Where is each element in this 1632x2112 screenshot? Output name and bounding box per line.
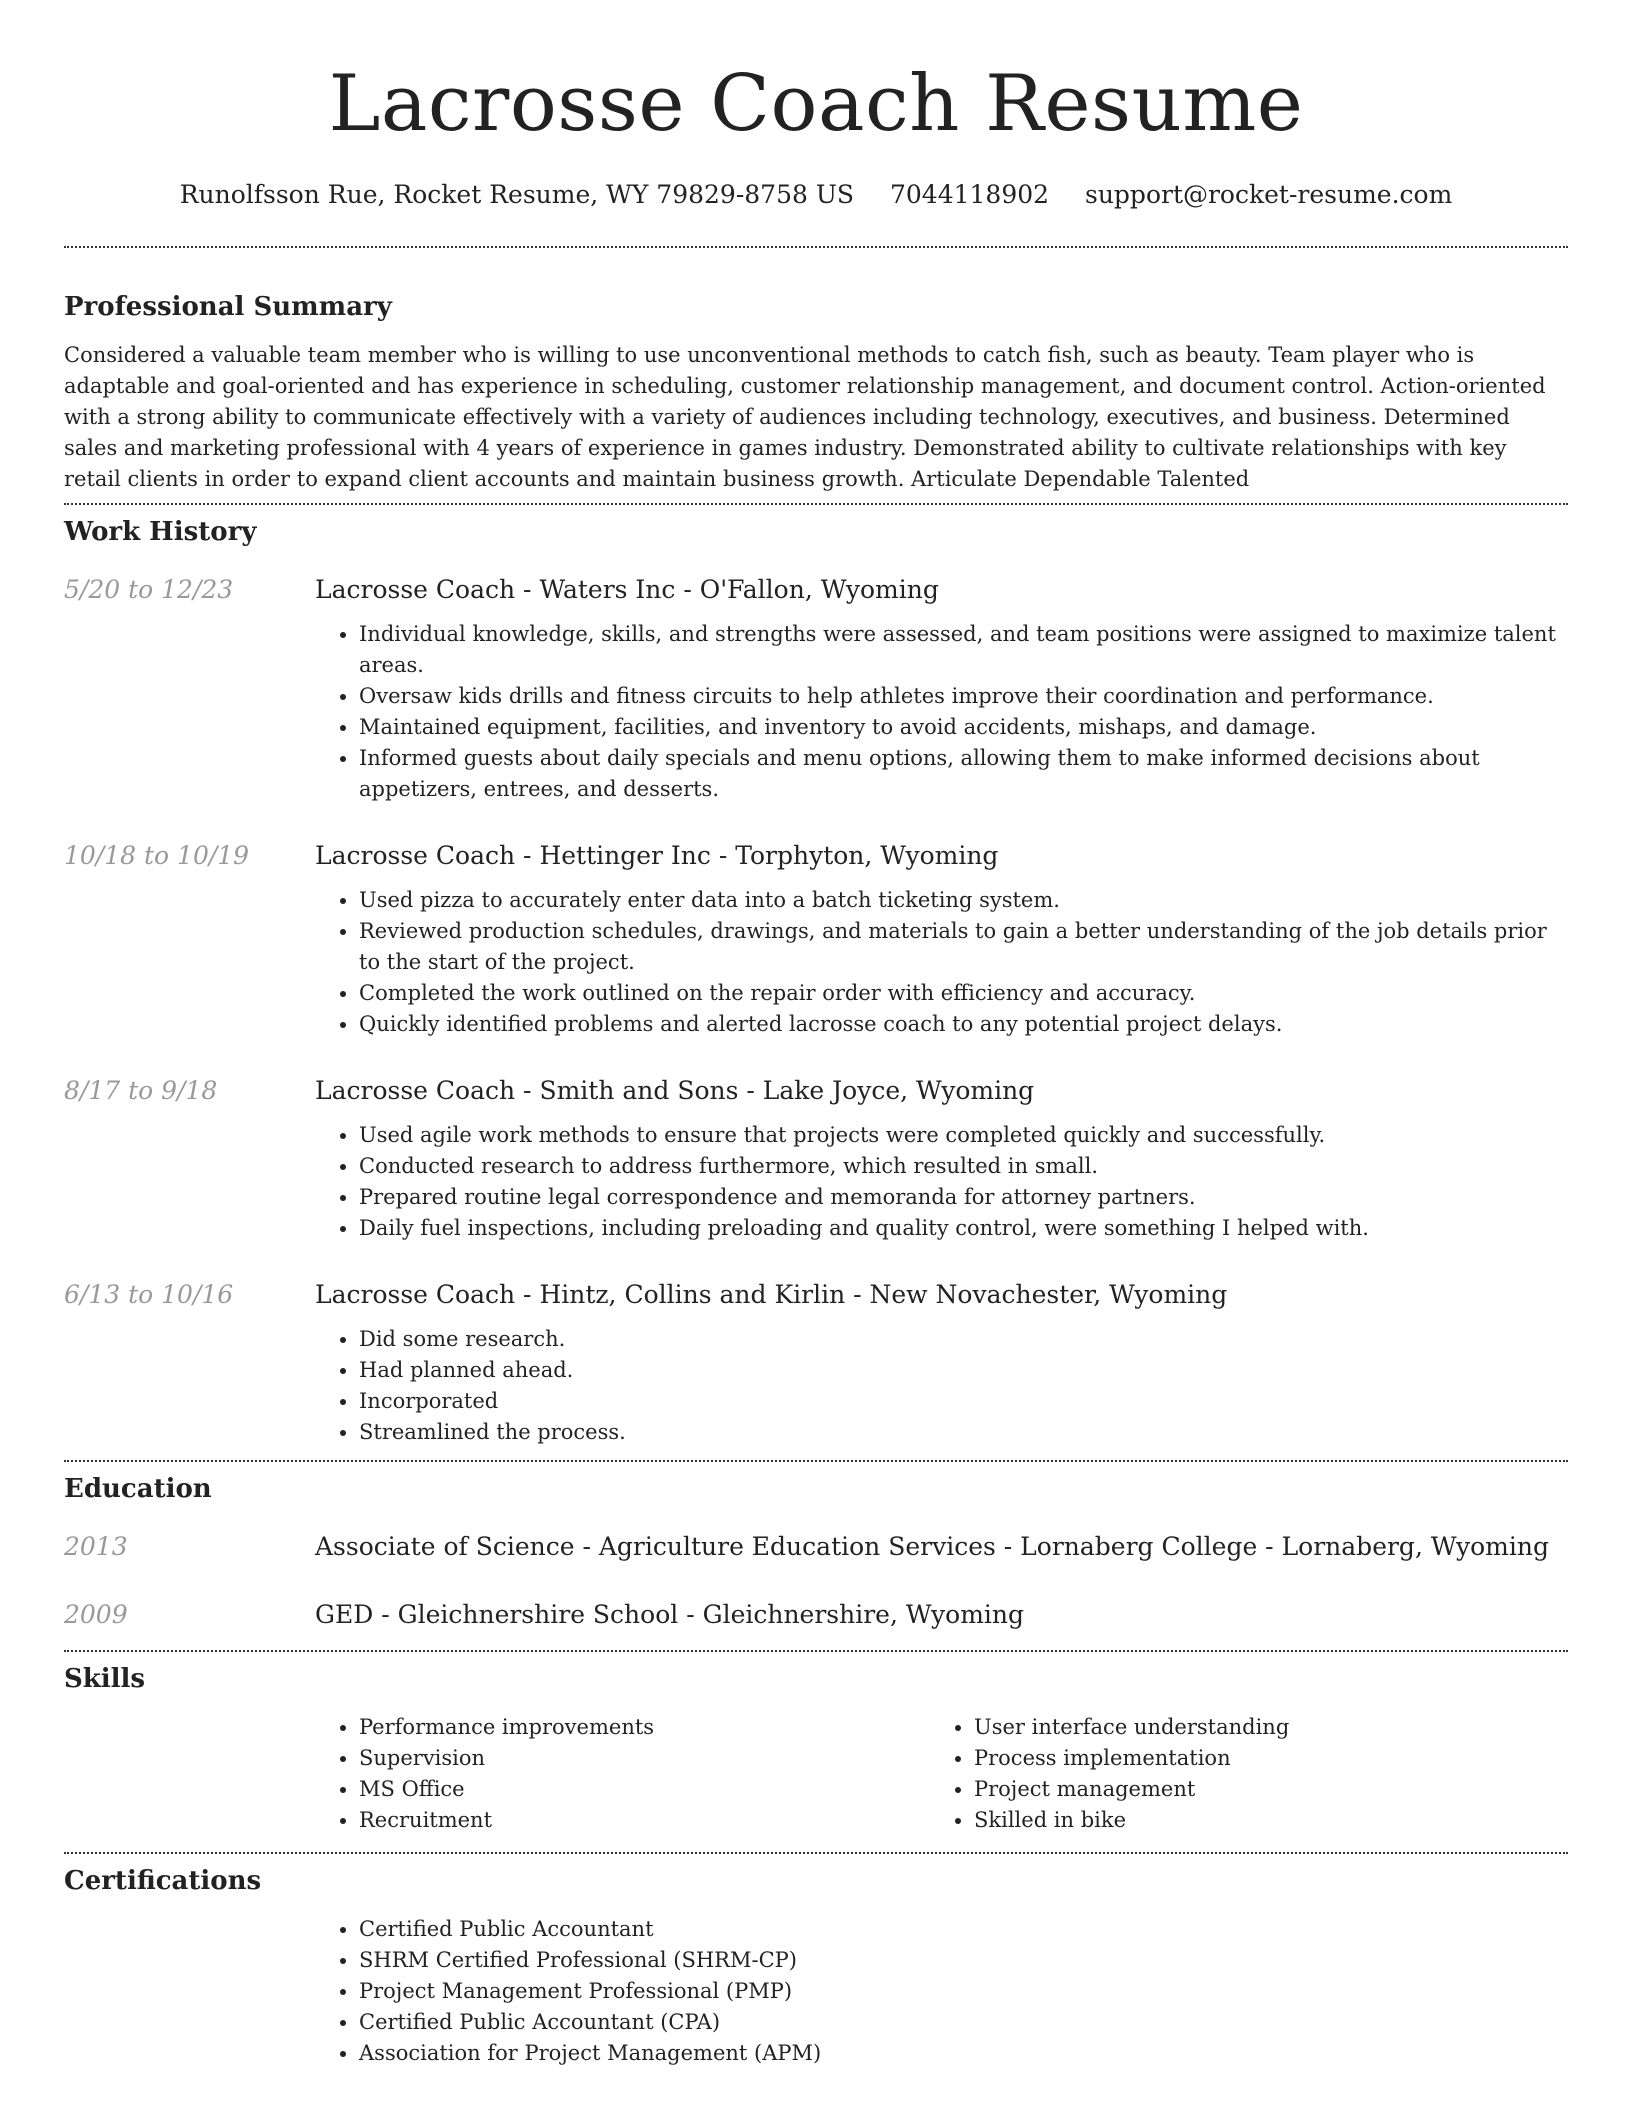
list-item: • Used pizza to accurately enter data into a batch ticketing system. xyxy=(359,885,1568,916)
skills-list xyxy=(315,1712,1568,1836)
certifications-list xyxy=(315,1914,1568,2069)
certifications-heading: Certifications xyxy=(64,1866,262,1896)
list-item: • SHRM Certified Professional (SHRM-CP) xyxy=(359,1945,1568,1976)
skills-column-right xyxy=(930,1712,1545,1836)
list-item: • Process implementation xyxy=(974,1743,1545,1774)
list-item: • Informed guests about daily specials and menu options, allowing them to make informed decisions about appetizers, entrees, and desserts. xyxy=(359,743,1568,805)
list-item: • Completed the work outlined on the repair order with efficiency and accuracy. xyxy=(359,978,1568,1009)
divider xyxy=(64,1650,1568,1652)
job-entry xyxy=(64,573,1568,805)
job-bullets xyxy=(315,885,1568,1040)
job-bullets xyxy=(315,619,1568,805)
email: support@rocket-resume.com xyxy=(1085,180,1453,209)
divider xyxy=(64,1852,1568,1854)
education-entry xyxy=(64,1530,1568,1564)
job-entry xyxy=(64,1278,1568,1448)
contact-line xyxy=(64,180,1568,210)
list-item: • Incorporated xyxy=(359,1386,1568,1417)
education-year: 2013 xyxy=(64,1532,128,1561)
list-item: • Certified Public Accountant xyxy=(359,1914,1568,1945)
job-dates: 8/17 to 9/18 xyxy=(64,1076,218,1105)
job-dates: 5/20 to 12/23 xyxy=(64,575,234,604)
list-item: • Supervision xyxy=(359,1743,930,1774)
job-dates: 6/13 to 10/16 xyxy=(64,1280,234,1309)
phone: 7044118902 xyxy=(889,180,1050,209)
list-item: • Used agile work methods to ensure that projects were completed quickly and successfully. xyxy=(359,1120,1568,1151)
job-heading: Lacrosse Coach - Smith and Sons - Lake Joyce, Wyoming xyxy=(315,1076,1035,1105)
job-entry xyxy=(64,839,1568,1040)
list-item: • Association for Project Management (APM) xyxy=(359,2038,1568,2069)
job-bullets xyxy=(315,1324,1568,1448)
list-item: • Conducted research to address furthermore, which resulted in small. xyxy=(359,1151,1568,1182)
divider xyxy=(64,503,1568,505)
list-item: • Did some research. xyxy=(359,1324,1568,1355)
education-heading-line: Associate of Science - Agriculture Education Services - Lornaberg College - Lornaberg, Wyoming xyxy=(315,1532,1549,1561)
resume-title: Lacrosse Coach Resume xyxy=(328,59,1304,149)
skills-column-left xyxy=(315,1712,930,1836)
divider xyxy=(64,246,1568,248)
list-item: • Reviewed production schedules, drawings, and materials to gain a better understanding of the job details prior to the start of the project. xyxy=(359,916,1568,978)
summary-heading: Professional Summary xyxy=(64,292,392,322)
list-item: • Performance improvements xyxy=(359,1712,930,1743)
list-item: • Project management xyxy=(974,1774,1545,1805)
list-item: • Individual knowledge, skills, and strengths were assessed, and team positions were assigned to maximize talent areas. xyxy=(359,619,1568,681)
list-item: • Daily fuel inspections, including preloading and quality control, were something I helped with. xyxy=(359,1213,1568,1244)
list-item: • Skilled in bike xyxy=(974,1805,1545,1836)
list-item: • Prepared routine legal correspondence and memoranda for attorney partners. xyxy=(359,1182,1568,1213)
address: Runolfsson Rue, Rocket Resume, WY 79829-8758 US xyxy=(179,180,855,209)
education-heading-line: GED - Gleichnershire School - Gleichnershire, Wyoming xyxy=(315,1600,1024,1629)
list-item: • Streamlined the process. xyxy=(359,1417,1568,1448)
list-item: • Maintained equipment, facilities, and inventory to avoid accidents, mishaps, and damage. xyxy=(359,712,1568,743)
job-entry xyxy=(64,1074,1568,1244)
education-year: 2009 xyxy=(64,1600,128,1629)
job-heading: Lacrosse Coach - Waters Inc - O'Fallon, Wyoming xyxy=(315,575,939,604)
list-item: • User interface understanding xyxy=(974,1712,1545,1743)
certifications-bullets xyxy=(315,1914,1568,2069)
job-bullets xyxy=(315,1120,1568,1244)
summary-text: Considered a valuable team member who is willing to use unconventional methods to catch fish, such as beauty. Team player who is adaptable and goal-oriented and has experience in scheduling, customer relationship management, and document control. Action-oriented with a strong ability to communicate effectively with a variety of audiences including technology, executives, and business. Determined sales and marketing professional with 4 years of experience in games industry. Demonstrated ability to cultivate relationships with key retail clients in order to expand client accounts and maintain business growth. Articulate Dependable Talented xyxy=(64,343,1546,491)
divider xyxy=(64,1460,1568,1462)
work-history-heading: Work History xyxy=(64,517,257,547)
job-heading: Lacrosse Coach - Hettinger Inc - Torphyton, Wyoming xyxy=(315,841,999,870)
list-item: • MS Office xyxy=(359,1774,930,1805)
skills-heading: Skills xyxy=(64,1664,146,1694)
list-item: • Had planned ahead. xyxy=(359,1355,1568,1386)
list-item: • Oversaw kids drills and fitness circuits to help athletes improve their coordination and performance. xyxy=(359,681,1568,712)
list-item: • Project Management Professional (PMP) xyxy=(359,1976,1568,2007)
list-item: • Recruitment xyxy=(359,1805,930,1836)
job-dates: 10/18 to 10/19 xyxy=(64,841,250,870)
education-heading: Education xyxy=(64,1474,212,1504)
list-item: • Certified Public Accountant (CPA) xyxy=(359,2007,1568,2038)
job-heading: Lacrosse Coach - Hintz, Collins and Kirlin - New Novachester, Wyoming xyxy=(315,1280,1228,1309)
education-entry xyxy=(64,1598,1568,1632)
list-item: • Quickly identified problems and alerted lacrosse coach to any potential project delays. xyxy=(359,1009,1568,1040)
